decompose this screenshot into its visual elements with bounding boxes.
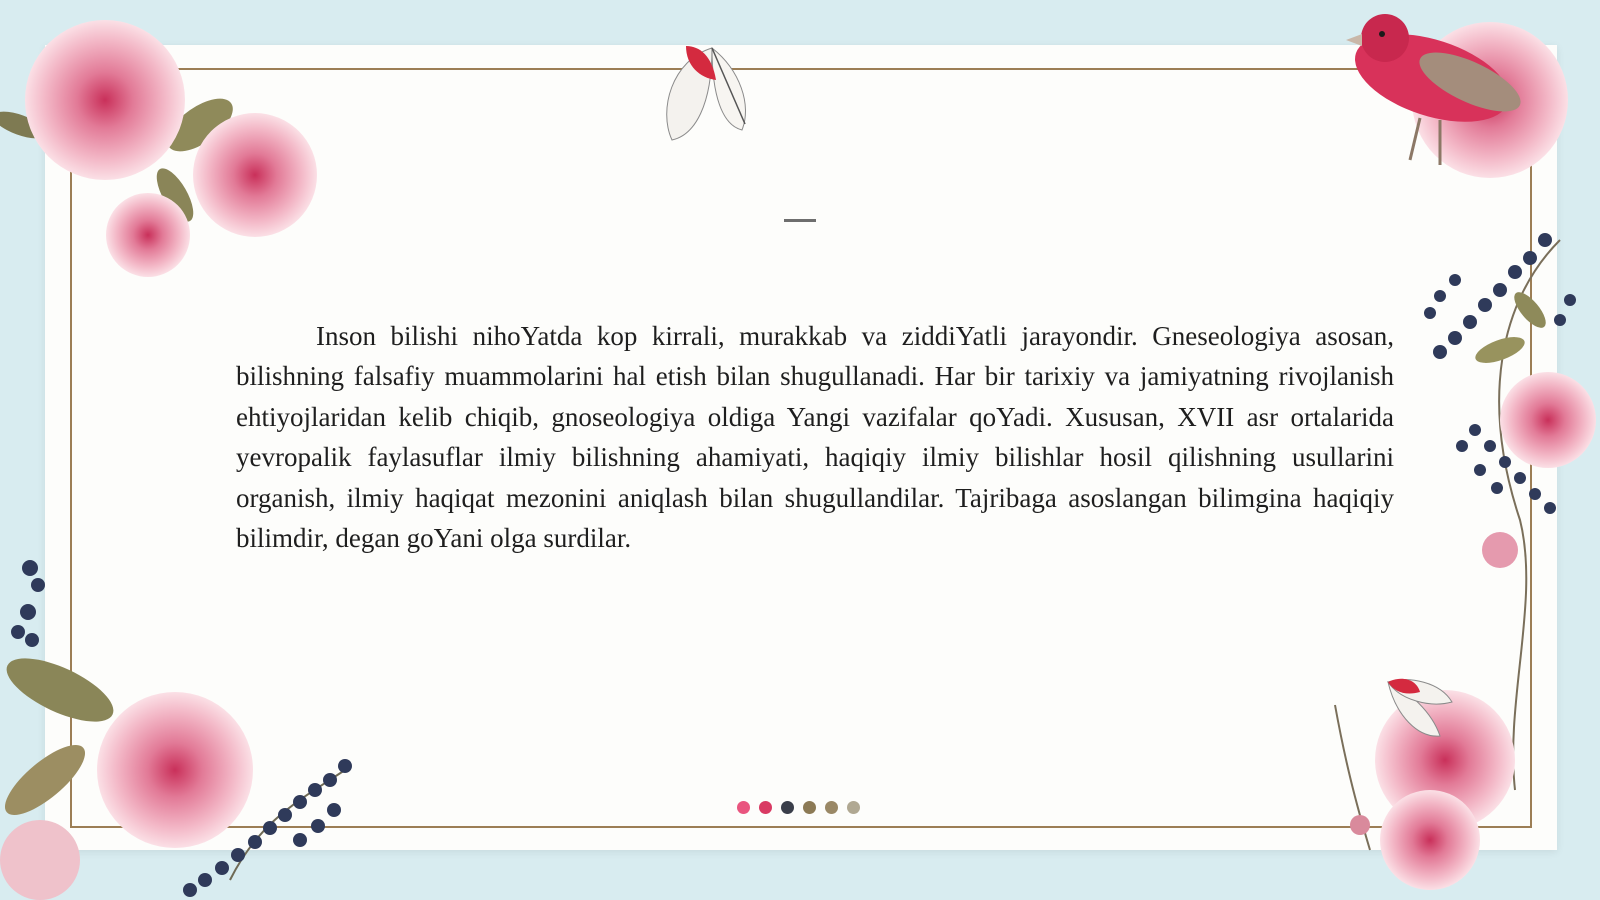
dot-6 xyxy=(847,801,860,814)
title-placeholder-dash xyxy=(784,219,816,222)
berry-branch-icon xyxy=(11,560,45,647)
body-text: Inson bilishi nihoYatda kop kirrali, murakkab va ziddiYatli jarayondir. Gneseologiya asosan, bilishning falsafiy muammolarini hal etish bilan shugullanadi. Har bir tarixiy va jamiyatning rivojlanish ehtiyojlaridan kelib chiqib, gnoseologiya oldiga Yangi vazifalar qoYadi. Xususan, XVII asr ortalarida yevropalik faylasuflar ilmiy bilishning ahamiyati, haqiqiy ilmiy bilishlar hosil qilishning usullarini organish, ilmiy haqiqat mezonini aniqlash bilan shugullandilar. Tajribaga asoslangan bilimgina haqiqiy bilimdir, degan goYani olga surdilar. xyxy=(236,321,1394,554)
decorative-dots xyxy=(737,801,860,815)
dot-3 xyxy=(781,801,794,814)
dot-4 xyxy=(803,801,816,814)
dot-1 xyxy=(737,801,750,814)
dot-2 xyxy=(759,801,772,814)
dot-5 xyxy=(825,801,838,814)
